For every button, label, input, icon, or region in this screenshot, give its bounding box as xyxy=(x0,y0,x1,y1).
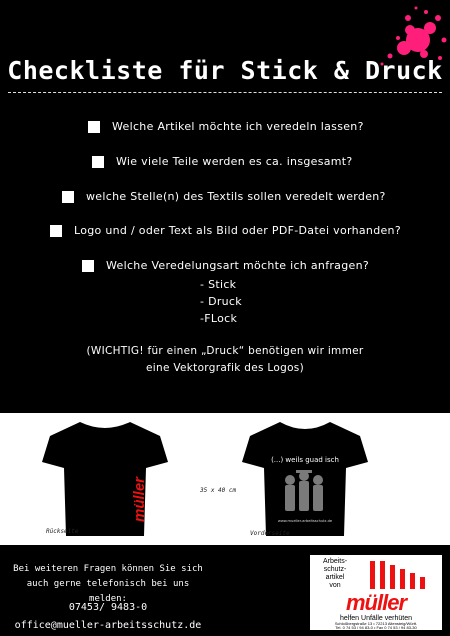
logo-stripes-icon xyxy=(364,559,434,589)
checkbox[interactable] xyxy=(88,121,100,133)
phone-number[interactable]: 07453/ 9483-0 xyxy=(68,602,148,613)
checklist-item-quantity xyxy=(92,155,353,168)
logo-address-line-1: Schloßbergstraße 13 • 72213 Altensteig/Württ. xyxy=(334,621,418,626)
checklist-item-articles xyxy=(88,120,364,133)
checkbox[interactable] xyxy=(92,156,104,168)
checklist-item-logo-file xyxy=(50,224,401,237)
option-flock: -FLock xyxy=(200,312,238,325)
logo-tagline xyxy=(314,558,356,590)
logo-address xyxy=(314,622,438,630)
group-silhouette-icon xyxy=(285,470,323,511)
checklist-item-label: Welche Veredelungsart möchte ich anfragen? xyxy=(106,259,369,272)
back-print-text: müller xyxy=(131,476,148,522)
logo-line-1: Arbeits- xyxy=(322,558,348,565)
vector-note xyxy=(0,343,450,377)
logo-name: müller xyxy=(345,590,407,615)
option-stick: - Stick xyxy=(200,278,237,291)
contact-text xyxy=(8,562,208,607)
contact-line-2: auch gerne telefonisch bei uns melden: xyxy=(26,579,190,604)
email-link[interactable]: office@mueller-arbeitsschutz.de xyxy=(14,620,202,631)
company-logo xyxy=(310,555,442,630)
front-label: Vorderseite xyxy=(250,530,290,537)
back-label: Rückseite xyxy=(46,528,79,535)
checkbox[interactable] xyxy=(50,225,62,237)
note-line-2: eine Vektorgrafik des Logos) xyxy=(146,362,304,374)
title-divider xyxy=(8,92,442,93)
logo-address-line-2: Tel. 0 74 53 / 94 83-0 • Fax 0 74 53 / 94 83-30 xyxy=(335,625,417,630)
page-title: Checkliste für Stick & Druck xyxy=(7,56,443,85)
size-label: 35 x 40 cm xyxy=(200,487,237,494)
tshirt-front-image xyxy=(240,418,370,540)
logo-slogan: helfen Unfälle verhüten xyxy=(340,615,412,622)
logo-line-4: von xyxy=(329,582,341,589)
tshirt-back-image xyxy=(40,418,170,540)
checkbox[interactable] xyxy=(62,191,74,203)
front-small-url: www.mueller-arbeitsschutz.de xyxy=(277,519,333,523)
contact-line-1: Bei weiteren Fragen können Sie sich xyxy=(13,564,203,574)
note-line-1: (WICHTIG! für einen „Druck“ benötigen wir immer xyxy=(86,345,364,357)
method-options xyxy=(200,276,242,327)
front-print-text: (...) weils guad isch xyxy=(271,456,339,464)
checklist-item-method xyxy=(82,259,369,272)
option-druck: - Druck xyxy=(200,295,242,308)
checkbox[interactable] xyxy=(82,260,94,272)
checklist-item-position xyxy=(62,190,386,203)
checklist-item-label: Wie viele Teile werden es ca. insgesamt? xyxy=(116,155,353,168)
logo-line-2: schutz- xyxy=(323,566,347,573)
checklist-item-label: welche Stelle(n) des Textils sollen veredelt werden? xyxy=(86,190,386,203)
checklist-item-label: Welche Artikel möchte ich veredeln lassen? xyxy=(112,120,364,133)
checklist-item-label: Logo und / oder Text als Bild oder PDF-Datei vorhanden? xyxy=(74,224,401,237)
logo-line-3: artikel xyxy=(325,574,345,581)
